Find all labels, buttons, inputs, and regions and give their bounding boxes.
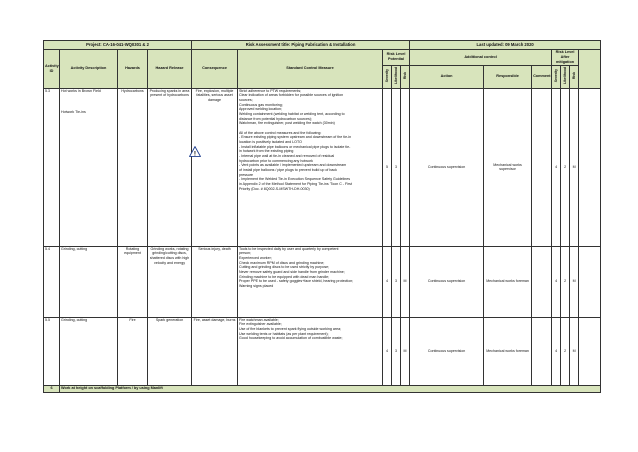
comment [532,246,552,317]
control-measure-line: Watchman, fire extinguisher, post welding fire watch (30min) [239,121,335,126]
control-measure-line: sources; [239,98,253,103]
action: Continuous supervision [410,317,484,385]
activity-id: 5.5 [44,317,60,385]
control-measure-line: of install pipe balloons / pipe plugs to prevent build up of back [239,168,337,173]
likelihood-after: 2 [561,246,570,317]
table-row [44,88,601,246]
risk-after: M [570,317,579,385]
col-severity: Severity [384,69,389,83]
control-measure-line: Priority (Doc. # 8Q002-S-MSWTH-DH-0030) [239,186,310,191]
likelihood: 3 [392,246,401,317]
control-measure-line: Fire watchman available; [239,317,279,322]
activity-description: Grinding, cutting [60,246,118,317]
likelihood: 3 [392,88,401,246]
control-measure-line: Proper PPE to be used - safety goggles+face shield, hearing protection; [239,279,354,284]
control-measure-line: Continuous gas monitoring; [239,102,283,107]
activity-id: 5.4 [44,246,60,317]
col-likelihood-after: Likelihood [562,67,567,85]
control-measure-line: - Ensure existing piping system upstream and downstream of the tie-in [239,135,352,140]
control-measure-line: Use welding tents or habitats (as per plant requirement); [239,331,329,336]
risk-assessment-sheet [43,40,600,393]
control-measure-line: Good housekeeping to avoid accumulation of combustible waste; [239,336,343,341]
standard-control-measure [238,246,383,317]
control-measure-line: person; [239,251,252,256]
activity-id: 5.3 [44,88,60,246]
severity: 4 [383,317,392,385]
control-measure-line: Cutting and grinding discs to be used strictly by purpose; [239,265,330,270]
hazard-release: Grinding works, rotating grinding/cutting discs, shattered discs with high velocity and energy [148,246,192,317]
consequence: Serious injury, death [192,246,238,317]
risk-after: M [570,88,579,246]
col-hazard-release: Hazard Release [148,50,192,89]
severity: 4 [383,246,392,317]
row-spacer [579,246,601,317]
risk [401,88,410,246]
hazard-release: Spark generation [148,317,192,385]
control-measure-line: Never remove safety guard and side handle from grinder machine; [239,270,345,275]
control-measure-line: Strict adherence to PTW requirements; [239,88,302,93]
severity-after: 4 [552,317,561,385]
action: Continuous supervision [410,88,484,246]
sheet-header-row [44,41,601,50]
responsible: Mechanical works supervisor [484,88,532,246]
responsible: Mechanical works foreman [484,317,532,385]
col-activity-description: Activity Description [60,50,118,89]
responsible: Mechanical works foreman [484,246,532,317]
risk-assessment-title: Risk Assessment title: Piping Fabrication & Installation [192,41,410,50]
row-spacer [579,88,601,246]
section-id: 6 [44,385,60,392]
col-risk: Risk [402,72,407,80]
hazard-release: Producing sparks in area present of hydrocarbons [148,88,192,246]
control-measure-line: Welding containment (welding habitat or welding tent, according to [239,112,345,117]
control-measure-line: Tools to be inspected daily by user and quarterly by competent [239,246,339,251]
col-risk-level-after-mitigation: Risk Level After mitigation [552,50,579,66]
col-action: Action [410,65,484,88]
control-measure-line: Fire extinguisher available; [239,322,282,327]
col-spacer [579,50,601,89]
section-label: Work at height on scaffolding Platform / by using Manlift [60,385,601,392]
severity-after: 4 [552,246,561,317]
likelihood-after: 2 [561,317,570,385]
likelihood-after: 2 [561,88,570,246]
col-hazards: Hazards [118,50,148,89]
control-measure-line: All of the above control measures and the following: [239,130,322,135]
control-measure-line: - Vent points as available / implemented upstream and downstream [239,163,347,168]
activity-description: Grinding, cutting [60,317,118,385]
warning-triangle-icon [189,146,201,157]
likelihood: 3 [392,317,401,385]
hazards: Hydrocarbons [118,88,148,246]
activity-description: Hot works in Brown Field Hotwork Tie-ins [60,88,118,246]
control-measure-line: - Install inflatable pipe balloons or mechanical pipe plugs to isolate tie- [239,144,351,149]
severity: 5 [383,88,392,246]
control-measure-line: Check maximum RPM of discs and grinding machine; [239,260,325,265]
row-spacer [579,317,601,385]
col-risk-after: Risk [571,72,576,80]
control-measure-line: distance from potential hydrocarbon sources); [239,116,312,121]
section-row [44,385,601,392]
control-measure-line: Experienced worker; [239,256,272,261]
col-comment: Comment [532,65,552,88]
control-measure-line: Use of fire blankets to prevent spark flying outside working area; [239,327,342,332]
col-risk-level-potential: Risk Level Potential [383,50,410,66]
control-measure-line: Approved welding location; [239,107,282,112]
col-responsible: Responsible [484,65,532,88]
severity-after: 4 [552,88,561,246]
hazards: Rotating equipment [118,246,148,317]
warning-glyph: ! [193,150,197,157]
risk-assessment-table [43,40,601,393]
col-likelihood: Likelihood [393,67,398,85]
control-measure-line: in Appendix 2 of the Method Statement for Piping Tie-ins 'Toon C - First [239,182,352,187]
standard-control-measure [238,88,383,246]
column-group-header-row [44,50,601,66]
control-measure-line: location is positively isolated and LOTO [239,139,302,144]
control-measure-line: Warning signs placed [239,284,274,289]
control-measure-line: Grinding machine to be equipped with dead man handle; [239,274,330,279]
table-row [44,246,601,317]
col-standard-control-measure: Standard Control Measure [238,50,383,89]
consequence: Fire, explosion, multiple fatalities, serious asset damage [192,88,238,246]
control-measure-line: - Internal pipe wall at tie-in cleaned and removed of residual [239,154,335,158]
comment [532,317,552,385]
control-measure-line: Clear indication of areas forbidden for possible sources of ignition [239,93,344,98]
control-measure-line: pressure [239,172,254,177]
risk: M [401,246,410,317]
control-measure-line: in hotwork from the existing piping [239,149,294,154]
col-consequence: Consequence [192,50,238,89]
risk-after: M [570,246,579,317]
consequence: Fire, asset damage, burns [192,317,238,385]
project-label: Project: CA-16-041-WQ0301 & 2 [44,41,192,50]
hazards: Fire [118,317,148,385]
control-measure-line: hydrocarbon prior to commencing any hotwork [239,158,313,163]
col-activity-id: Activity ID [44,50,60,89]
col-additional-control: Additional control [410,50,552,66]
action: Continuous supervision [410,246,484,317]
col-severity-after: Severity [553,69,558,83]
risk: M [401,317,410,385]
control-measure-line: - Implement the Welded Tie-in Execution Sequence Safety Guidelines [239,177,351,182]
table-row [44,317,601,385]
standard-control-measure [238,317,383,385]
last-updated-label: Last updated: 09 March 2020 [410,41,601,50]
comment [532,88,552,246]
